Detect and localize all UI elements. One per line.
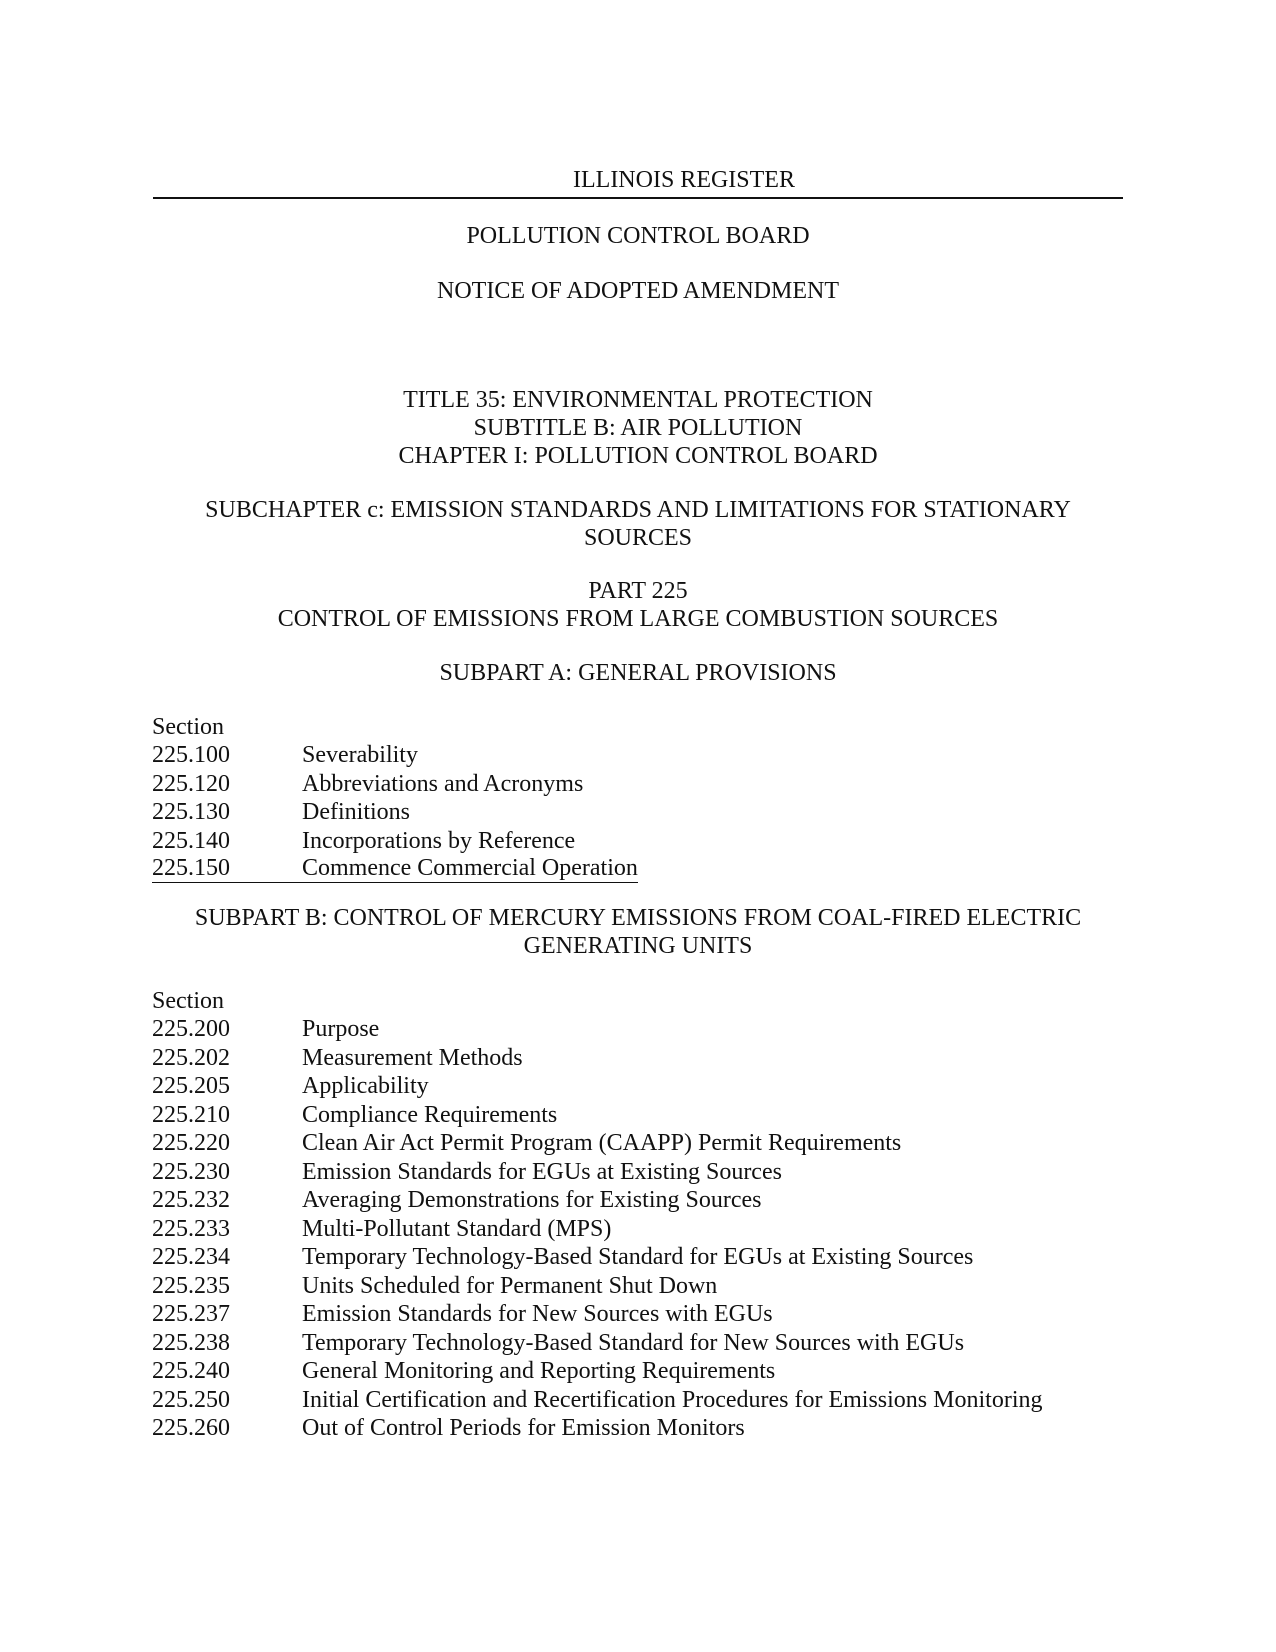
section-number: 225.205 [152,1073,230,1099]
list-item [152,1015,1112,1044]
list-item [152,1414,1112,1443]
section-title: Out of Control Periods for Emission Monitors [302,1415,745,1441]
list-item [152,741,1112,770]
list-item [152,1072,1112,1101]
part-name: CONTROL OF EMISSIONS FROM LARGE COMBUSTION SOURCES [277,606,999,632]
subpart-a-heading: SUBPART A: GENERAL PROVISIONS [439,660,837,686]
section-title: Definitions [302,799,410,825]
title-block [150,386,1126,470]
section-title: Averaging Demonstrations for Existing Sources [302,1187,762,1213]
list-item [152,1215,1112,1244]
part-number: PART 225 [588,578,688,604]
section-number: 225.240 [152,1358,230,1384]
section-title: Initial Certification and Recertification Procedures for Emissions Monitoring [302,1386,1043,1413]
list-item [152,1101,1112,1130]
chapter-line: CHAPTER I: POLLUTION CONTROL BOARD [398,443,878,469]
notice-title: NOTICE OF ADOPTED AMENDMENT [437,278,839,304]
section-number: 225.260 [152,1415,230,1441]
subpart-b-heading-line-1: SUBPART B: CONTROL OF MERCURY EMISSIONS FROM COAL-FIRED ELECTRIC [194,905,1082,931]
subchapter-block [150,496,1126,552]
list-item [152,1357,1112,1386]
list-item-underlined [152,855,1112,884]
section-title: Applicability [302,1073,429,1099]
section-number: 225.234 [152,1244,230,1270]
section-number: 225.210 [152,1101,230,1128]
subpart-b-heading [150,904,1126,960]
section-number: 225.235 [152,1272,230,1299]
subpart-b-section-list [152,987,1112,1443]
list-item [152,827,1112,856]
section-title: Temporary Technology-Based Standard for New Sources with EGUs [302,1329,965,1356]
section-number: 225.238 [152,1329,230,1356]
list-item [152,1186,1112,1215]
section-number: 225.130 [152,799,230,825]
register-title: ILLINOIS REGISTER [573,167,795,193]
section-label: Section [152,988,224,1014]
list-item [152,1329,1112,1358]
section-number: 225.220 [152,1130,230,1156]
header-rule [153,197,1123,199]
board-name: POLLUTION CONTROL BOARD [466,223,810,249]
section-number: 225.237 [152,1301,230,1327]
list-item [152,1044,1112,1073]
section-label: Section [152,714,224,740]
section-number: 225.140 [152,827,230,854]
section-title: Units Scheduled for Permanent Shut Down [302,1272,718,1299]
section-number: 225.202 [152,1044,230,1071]
list-item [152,798,1112,827]
subchapter-line-2: SOURCES [583,525,693,551]
underlined-insertion [152,855,638,883]
list-item [152,1243,1112,1272]
list-item [152,1158,1112,1187]
section-title: General Monitoring and Reporting Requirements [302,1358,776,1384]
section-title: Purpose [302,1016,380,1042]
list-item [152,1129,1112,1158]
section-number: 225.230 [152,1158,230,1185]
list-item [152,1272,1112,1301]
section-title: Abbreviations and Acronyms [302,770,584,797]
section-title: Temporary Technology-Based Standard for EGUs at Existing Sources [302,1244,974,1270]
section-number: 225.100 [152,742,230,768]
title-line: TITLE 35: ENVIRONMENTAL PROTECTION [403,387,873,413]
subtitle-line: SUBTITLE B: AIR POLLUTION [473,415,803,441]
section-title: Measurement Methods [302,1044,523,1071]
list-item [152,770,1112,799]
section-title: Emission Standards for EGUs at Existing Sources [302,1158,782,1185]
section-title: Severability [302,742,418,768]
section-number: 225.200 [152,1016,230,1042]
section-number: 225.233 [152,1215,230,1242]
section-title: Clean Air Act Permit Program (CAAPP) Permit Requirements [302,1130,902,1156]
subpart-a-section-list [152,713,1112,884]
list-item [152,1386,1112,1415]
part-block [150,577,1126,633]
section-title: Incorporations by Reference [302,827,576,854]
subpart-b-heading-line-2: GENERATING UNITS [523,933,753,959]
subchapter-line-1: SUBCHAPTER c: EMISSION STANDARDS AND LIMITATIONS FOR STATIONARY [205,497,1071,523]
section-number: 225.232 [152,1187,230,1213]
section-title: Commence Commercial Operation [302,855,638,881]
section-number: 225.120 [152,770,230,797]
section-number: 225.250 [152,1386,230,1413]
section-title: Emission Standards for New Sources with EGUs [302,1301,773,1327]
section-number: 225.150 [152,855,230,881]
list-item [152,1300,1112,1329]
section-title: Compliance Requirements [302,1101,558,1128]
section-title: Multi-Pollutant Standard (MPS) [302,1215,612,1242]
